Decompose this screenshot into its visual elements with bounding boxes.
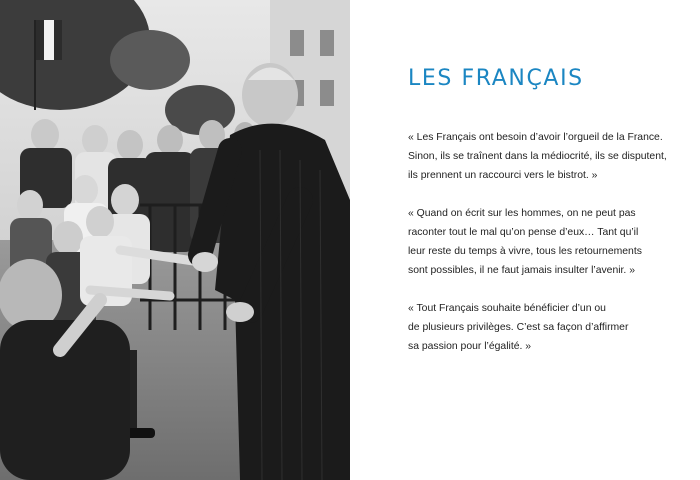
- quote-line: raconter tout le mal qu’on pense d’eux… Tant qu’il: [408, 227, 639, 238]
- quote: [408, 299, 693, 356]
- quote-line: « Quand on écrit sur les hommes, on ne peut pas: [408, 208, 636, 219]
- quotes-block: [408, 128, 693, 375]
- chapter-title: LES FRANÇAIS: [408, 66, 584, 91]
- quote-line: « Tout Français souhaite bénéficier d’un ou: [408, 303, 606, 314]
- quote-line: ils prennent un raccourci vers le bistrot. »: [408, 170, 598, 181]
- quote-line: Sinon, ils se traînent dans la médiocrité, ils se disputent,: [408, 151, 667, 162]
- quote-line: leur reste du temps à vivre, tous les retournements: [408, 246, 642, 257]
- quote-line: sa passion pour l’égalité. »: [408, 341, 532, 352]
- quote-line: de plusieurs privilèges. C’est sa façon d’affirmer: [408, 322, 629, 333]
- text-page: [350, 0, 700, 480]
- quote: [408, 128, 693, 185]
- quote: [408, 204, 693, 280]
- quote-line: sont possibles, il ne faut jamais insulter l’avenir. »: [408, 265, 635, 276]
- quote-line: « Les Français ont besoin d’avoir l’orgueil de la France.: [408, 132, 663, 143]
